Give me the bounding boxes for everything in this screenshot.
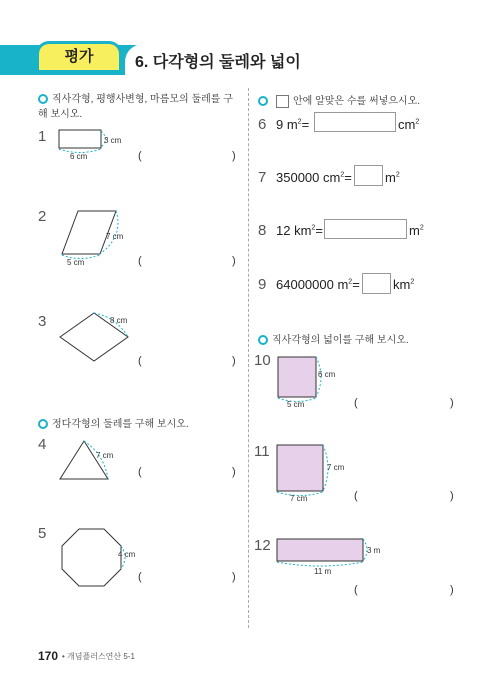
dimension-label: 7 cm (96, 451, 114, 460)
dimension-label: 7 cm (290, 494, 308, 503)
superscript: 2 (311, 224, 316, 232)
section-area-instruction (258, 331, 409, 346)
answer-paren-close: ) (232, 355, 236, 367)
area-rect-10 (278, 357, 316, 397)
page-number: 170 (38, 649, 59, 663)
section-fill-blank-instruction (258, 92, 420, 108)
problem-number: 1 (38, 128, 47, 145)
superscript: 2 (297, 118, 302, 126)
dimension-label: 6 cm (70, 152, 88, 161)
conversion-left: 9 m (276, 117, 298, 132)
answer-paren-close: ) (450, 397, 454, 409)
dimension-label: 5 cm (287, 400, 305, 409)
dimension-label: 3 cm (104, 136, 122, 145)
unit-text: m (409, 223, 420, 238)
answer-paren-open: ( (138, 571, 142, 583)
bullet-icon (38, 94, 48, 104)
problem-number: 7 (258, 169, 267, 186)
section-text: 직사각형, 평행사변형, 마름모의 둘레를 구해 보시오. (38, 94, 233, 120)
answer-paren-close: ) (232, 255, 236, 267)
problem-number: 5 (38, 525, 47, 542)
answer-paren-open: ( (138, 355, 142, 367)
answer-paren-close: ) (232, 571, 236, 583)
problem-number: 9 (258, 276, 267, 293)
problem-number: 8 (258, 222, 267, 239)
answer-paren-close: ) (450, 584, 454, 596)
section-perimeter-instruction (38, 92, 238, 122)
answer-paren-open: ( (138, 150, 142, 162)
octagon-5 (62, 529, 121, 586)
dimension-label: 8 cm (110, 316, 128, 325)
superscript: 2 (348, 278, 353, 286)
problem-number: 12 (254, 537, 271, 554)
dim-arc-12b (277, 562, 363, 566)
conversion-left: 350000 cm (276, 170, 341, 185)
footer-text: • 개념플러스연산 5-1 (62, 652, 135, 661)
page-title: 6. 다각형의 둘레와 넓이 (135, 54, 301, 71)
dimension-label: 7 cm (327, 463, 345, 472)
blank-box-icon (276, 95, 289, 108)
answer-input-6[interactable] (314, 112, 396, 132)
section-text: 정다각형의 둘레를 구해 보시오. (52, 419, 189, 430)
superscript: 2 (415, 118, 420, 126)
bullet-icon (38, 419, 48, 429)
equals-sign: = (315, 223, 323, 238)
conversion-left: 12 km (276, 223, 312, 238)
answer-input-8[interactable] (324, 219, 407, 239)
unit-text: cm (398, 117, 416, 132)
conversion-expression (276, 223, 323, 238)
rectangle-1 (59, 130, 101, 148)
section-text: 직사각형의 넓이를 구해 보시오. (272, 335, 409, 346)
dimension-label: 5 cm (67, 258, 85, 267)
conversion-unit (409, 223, 424, 238)
equals-sign: = (344, 170, 352, 185)
answer-input-7[interactable] (354, 165, 383, 186)
answer-input-9[interactable] (362, 273, 391, 294)
area-rect-11 (277, 445, 323, 491)
conversion-expression (276, 170, 352, 185)
answer-paren-close: ) (232, 466, 236, 478)
dimension-label: 11 m (314, 567, 332, 576)
equals-sign: = (301, 117, 310, 132)
answer-paren-open: ( (138, 466, 142, 478)
bullet-icon (258, 96, 268, 106)
superscript: 2 (419, 224, 424, 232)
triangle-4 (60, 441, 108, 479)
conversion-expression (276, 277, 360, 292)
dimension-label: 7 cm (106, 232, 124, 241)
answer-paren-close: ) (450, 490, 454, 502)
dimension-label: 3 m (367, 546, 381, 555)
dimension-label: 6 cm (318, 370, 336, 379)
header-tag: 평가 (64, 48, 94, 65)
area-rect-12 (277, 539, 363, 561)
dimension-label: 4 cm (118, 550, 136, 559)
conversion-unit (385, 170, 400, 185)
conversion-left: 64000000 m (276, 277, 349, 292)
superscript: 2 (410, 278, 415, 286)
superscript: 2 (395, 171, 400, 179)
unit-text: m (385, 170, 396, 185)
unit-text: km (393, 277, 411, 292)
problem-number: 3 (38, 313, 47, 330)
answer-paren-open: ( (138, 255, 142, 267)
problem-number: 4 (38, 436, 47, 453)
problem-number: 2 (38, 208, 47, 225)
problem-number: 6 (258, 116, 267, 133)
answer-paren-open: ( (354, 584, 358, 596)
section-regular-polygon-instruction (38, 415, 189, 430)
section-text: 안에 알맞은 수를 써넣으시오. (293, 96, 421, 107)
conversion-unit (398, 117, 419, 132)
conversion-unit (393, 277, 414, 292)
answer-paren-open: ( (354, 397, 358, 409)
bullet-icon (258, 335, 268, 345)
problem-number: 11 (254, 443, 270, 460)
equals-sign: = (352, 277, 360, 292)
answer-paren-open: ( (354, 490, 358, 502)
superscript: 2 (340, 171, 345, 179)
problem-number: 10 (254, 352, 271, 369)
conversion-expression (276, 117, 309, 132)
answer-paren-close: ) (232, 150, 236, 162)
